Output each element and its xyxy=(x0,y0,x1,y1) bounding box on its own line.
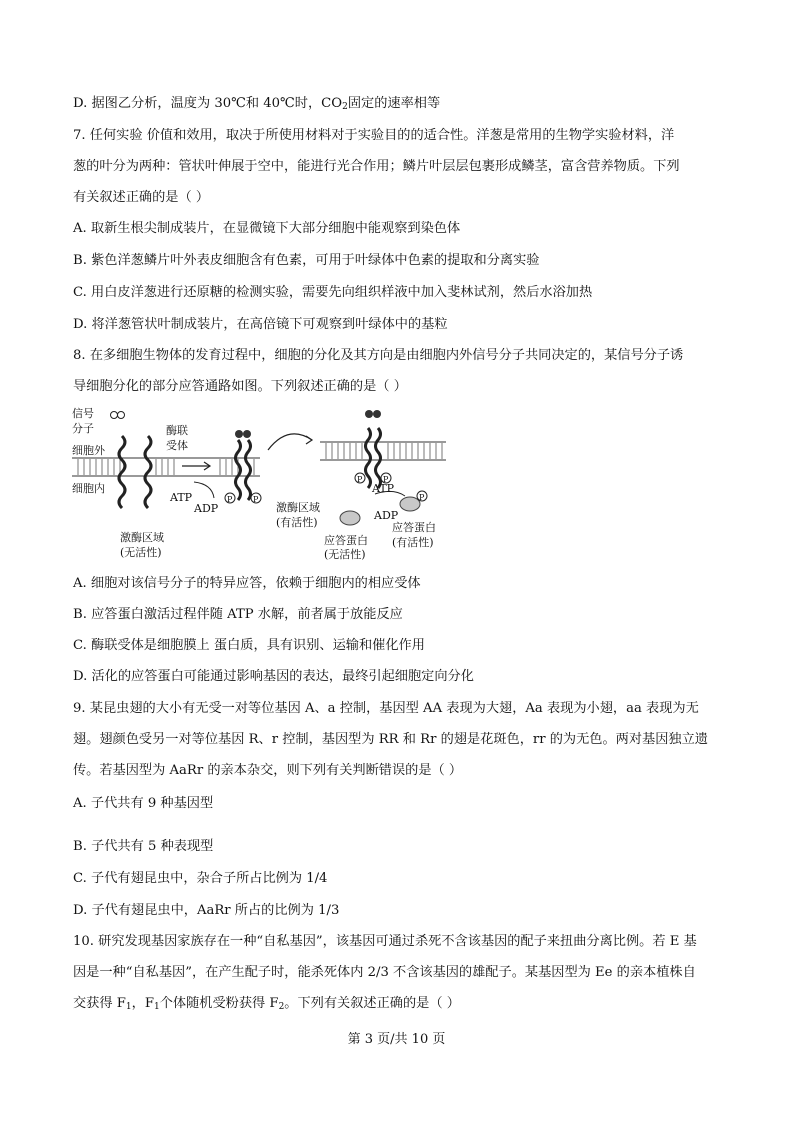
q6-option-d-text-end: 固定的速率相等 xyxy=(347,96,441,111)
label-response-inactive-2: (无活性) xyxy=(324,548,366,561)
q8-option-b: B. 应答蛋白激活过程伴随 ATP 水解，前者属于放能反应 xyxy=(73,607,403,622)
svg-text:P: P xyxy=(383,475,389,484)
q10-stem-line-3 xyxy=(73,995,460,1016)
label-kinase-active-1: 激酶区域 xyxy=(276,501,320,514)
text: 交获得 F xyxy=(73,996,126,1011)
q7-option-b: B. 紫色洋葱鳞片叶外表皮细胞含有色素，可用于叶绿体中色素的提取和分离实验 xyxy=(73,253,540,268)
q9-option-b: B. 子代共有 5 种表现型 xyxy=(73,839,214,854)
text: ，F xyxy=(131,996,154,1011)
q8-option-c: C. 酶联受体是细胞膜上 蛋白质，具有识别、运输和催化作用 xyxy=(73,638,425,653)
svg-text:P: P xyxy=(227,495,233,504)
cell-membrane-1 xyxy=(72,458,260,476)
activated-receptor xyxy=(366,428,381,488)
subscript: 2 xyxy=(278,1002,285,1012)
q10-stem-line-1: 10. 研究发现基因家族存在一种“自私基因”，该基因可通过杀死不含该基因的配子来扭曲分离比例。若 E 基 xyxy=(73,934,697,949)
q6-option-d-text: D. 据图乙分析，温度为 30℃和 40℃时，CO xyxy=(73,96,343,111)
q9-option-d: D. 子代有翅昆虫中，AaRr 所占的比例为 1/3 xyxy=(73,903,340,918)
q8-stem-line-2: 导细胞分化的部分应答通路如图。下列叙述正确的是（ ） xyxy=(73,379,407,394)
signal-molecule-icon xyxy=(111,412,125,419)
q9-stem-line-1: 9. 某昆虫翅的大小有无受一对等位基因 A、a 控制，基因型 AA 表现为大翅，Aa 表现为小翅，aa 表现为无 xyxy=(73,701,699,716)
text: 。下列有关叙述正确的是（ ） xyxy=(284,996,460,1011)
q8-option-d: D. 活化的应答蛋白可能通过影响基因的表达，最终引起细胞定向分化 xyxy=(73,669,474,684)
phosphate-icon xyxy=(355,473,365,484)
enzyme-linked-receptor-inactive xyxy=(119,436,151,508)
q9-option-a: A. 子代共有 9 种基因型 xyxy=(73,796,214,811)
q7-option-c: C. 用白皮洋葱进行还原糖的检测实验，需要先向组织样液中加入斐林试剂，然后水浴加热 xyxy=(73,285,593,300)
label-adp-2: ADP xyxy=(374,509,399,522)
arrow-icon xyxy=(268,434,312,450)
label-receptor-1: 酶联 xyxy=(166,424,188,437)
signal-pathway-diagram xyxy=(70,406,450,564)
response-protein-active xyxy=(400,497,420,511)
subscript: 2 xyxy=(342,102,348,112)
q7-option-a: A. 取新生根尖制成装片，在显微镜下大部分细胞中能观察到染色体 xyxy=(73,221,461,236)
label-kinase-inactive-1: 激酶区域 xyxy=(120,531,164,544)
label-outside: 细胞外 xyxy=(72,444,105,457)
label-signal-2: 分子 xyxy=(72,422,94,435)
q7-option-d: D. 将洋葱管状叶制成装片，在高倍镜下可观察到叶绿体中的基粒 xyxy=(73,317,448,332)
label-response-inactive-1: 应答蛋白 xyxy=(324,534,368,547)
label-kinase-inactive-2: (无活性) xyxy=(120,546,162,559)
bound-signal-molecule-icon xyxy=(365,410,381,418)
label-atp-2: ATP xyxy=(372,482,395,495)
text: 个体随机受粉获得 F xyxy=(159,996,279,1011)
q8-stem-line-1: 8. 在多细胞生物体的发育过程中，细胞的分化及其方向是由细胞内外信号分子共同决定的，某信号分子诱 xyxy=(73,348,684,363)
svg-text:P: P xyxy=(419,493,425,502)
label-atp: ATP xyxy=(170,491,193,504)
phosphate-icon xyxy=(417,491,427,502)
cell-membrane-2 xyxy=(320,442,446,460)
q9-option-c: C. 子代有翅昆虫中，杂合子所占比例为 1/4 xyxy=(73,871,328,886)
subscript: 1 xyxy=(125,1002,132,1012)
label-response-active-1: 应答蛋白 xyxy=(392,521,436,534)
label-adp: ADP xyxy=(194,502,219,515)
label-inside: 细胞内 xyxy=(72,482,105,495)
svg-text:P: P xyxy=(253,495,259,504)
q7-stem-line-1: 7. 任何实验 价值和效用，取决于所使用材料对于实验目的的适合性。洋葱是常用的生物学实验材料，洋 xyxy=(73,128,675,143)
svg-text:P: P xyxy=(357,475,363,484)
arrow-icon xyxy=(182,462,210,470)
phosphate-icon xyxy=(251,493,261,504)
q9-stem-line-2: 翅。翅颜色受另一对等位基因 R、r 控制，基因型为 RR 和 Rr 的翅是花斑色，rr 的为无色。两对基因独立遗 xyxy=(73,732,708,747)
q8-option-a: A. 细胞对该信号分子的特异应答，依赖于细胞内的相应受体 xyxy=(73,576,421,591)
q6-option-d xyxy=(73,95,440,116)
q10-stem-line-2: 因是一种“自私基因”，在产生配子时，能杀死体内 2/3 不含该基因的雄配子。某基因型为 Ee 的亲本植株自 xyxy=(73,965,696,980)
page-footer: 第 3 页/共 10 页 xyxy=(347,1032,446,1047)
label-response-active-2: (有活性) xyxy=(392,536,434,549)
q9-stem-line-3: 传。若基因型为 AaRr 的亲本杂交，则下列有关判断错误的是（ ） xyxy=(73,763,463,778)
bound-signal-molecule-icon xyxy=(235,430,251,438)
response-protein-inactive xyxy=(340,511,360,525)
phosphate-icon xyxy=(225,493,235,504)
q7-stem-line-2: 葱的叶分为两种：管状叶伸展于空中，能进行光合作用；鳞片叶层层包裹形成鳞茎，富含营养物质。下列 xyxy=(73,159,680,174)
label-receptor-2: 受体 xyxy=(166,439,188,452)
subscript: 1 xyxy=(153,1002,160,1012)
label-kinase-active-2: (有活性) xyxy=(276,516,318,529)
q7-stem-line-3: 有关叙述正确的是（ ） xyxy=(73,190,210,205)
label-signal-1: 信号 xyxy=(72,407,94,420)
